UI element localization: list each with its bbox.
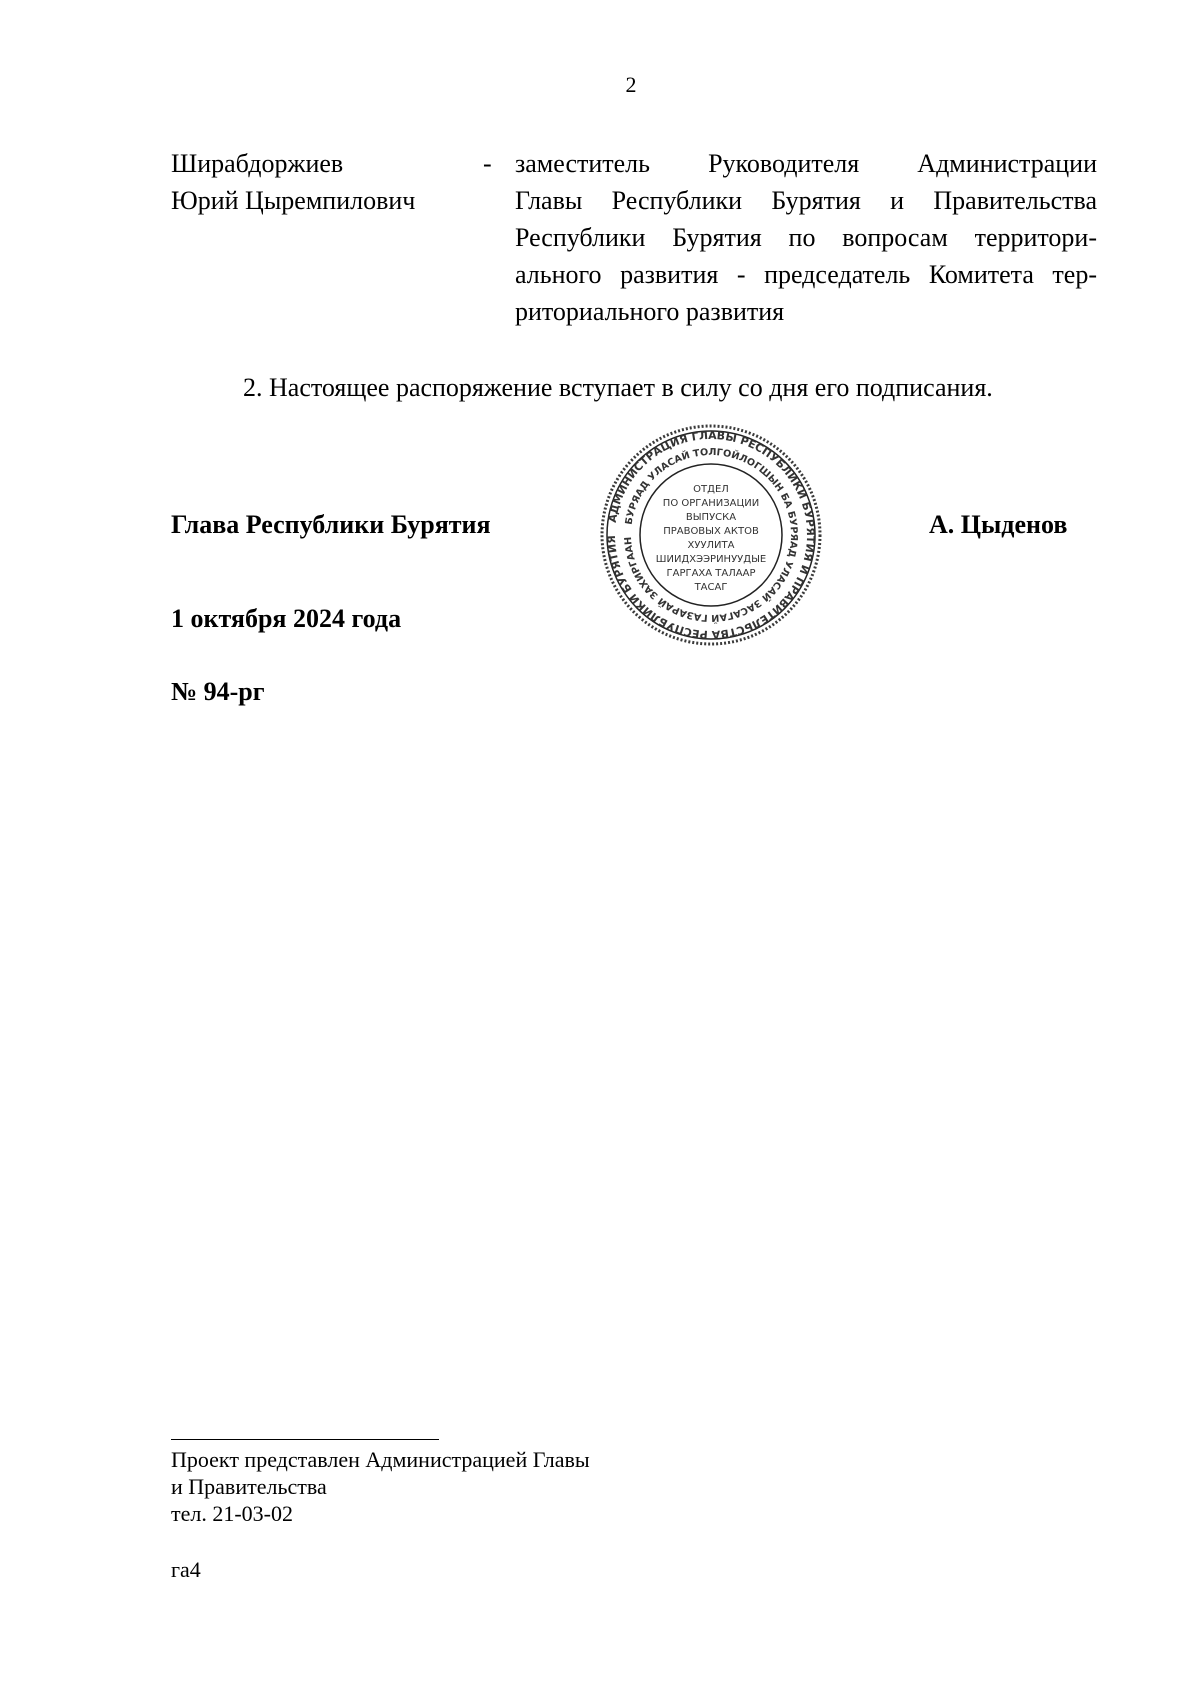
seal-outer-text: АДМИНИСТРАЦИЯ ГЛАВЫ РЕСПУБЛИКИ БУРЯТИЯ И ПРАВИТЕЛЬСТВА РЕСПУБЛИКИ БУРЯТИЯ <box>604 428 818 642</box>
member-dash: - <box>483 149 492 178</box>
document-code: га4 <box>171 1557 201 1582</box>
seal-center-text <box>656 484 766 593</box>
member-position-line: Республики Бурятия по вопросам территори- <box>515 223 1097 252</box>
document-number: № 94-рг <box>171 677 265 706</box>
member-position-line: Главы Республики Бурятия и Правительства <box>515 186 1097 215</box>
svg-text:ОТДЕЛ: ОТДЕЛ <box>693 484 729 495</box>
member-name <box>171 145 471 219</box>
svg-text:ТАСАГ: ТАСАГ <box>694 582 728 593</box>
signatory-name: А. Цыденов <box>929 510 1068 539</box>
svg-text:ШИИДХЭЭРИНУУДЫЕ: ШИИДХЭЭРИНУУДЫЕ <box>655 554 767 565</box>
official-seal <box>600 424 822 646</box>
member-position <box>515 145 1097 330</box>
member-surname: Ширабдоржиев <box>171 149 344 178</box>
member-position-line: ального развития - председатель Комитета тер- <box>515 260 1097 289</box>
footer-line: тел. 21-03-02 <box>171 1501 294 1526</box>
svg-text:ВЫПУСКА: ВЫПУСКА <box>685 512 737 523</box>
footer-divider <box>171 1439 439 1440</box>
member-position-line: заместитель Руководителя Администрации <box>515 149 1097 178</box>
svg-text:ХУУЛИТА: ХУУЛИТА <box>687 540 735 551</box>
page-number: 2 <box>625 72 637 97</box>
svg-text:ПРАВОВЫХ АКТОВ: ПРАВОВЫХ АКТОВ <box>663 526 759 537</box>
member-given-names: Юрий Цыремпилович <box>171 186 416 215</box>
svg-text:ГАРГАХА ТАЛААР: ГАРГАХА ТАЛААР <box>666 568 756 579</box>
document-date: 1 октября 2024 года <box>171 604 402 633</box>
member-position-line: риториального развития <box>515 297 785 326</box>
clause-2: 2. Настоящее распоряжение вступает в силу со дня его подписания. <box>243 373 993 402</box>
footer-note <box>171 1446 590 1527</box>
seal-graphic <box>600 424 822 646</box>
footer-line: Проект представлен Администрацией Главы <box>171 1447 590 1472</box>
seal-inner-text: БУРЯАД УЛАСАЙ ТОЛГОЙЛОГШЫН БА БУРЯАД УЛАСАЙ ЗАСАГАЙ ГАЗАРАЙ ЗАХИРГААН <box>622 446 800 624</box>
svg-text:ПО ОРГАНИЗАЦИИ: ПО ОРГАНИЗАЦИИ <box>662 498 760 509</box>
footer-line: и Правительства <box>171 1474 327 1499</box>
signatory-title: Глава Республики Бурятия <box>171 510 491 539</box>
